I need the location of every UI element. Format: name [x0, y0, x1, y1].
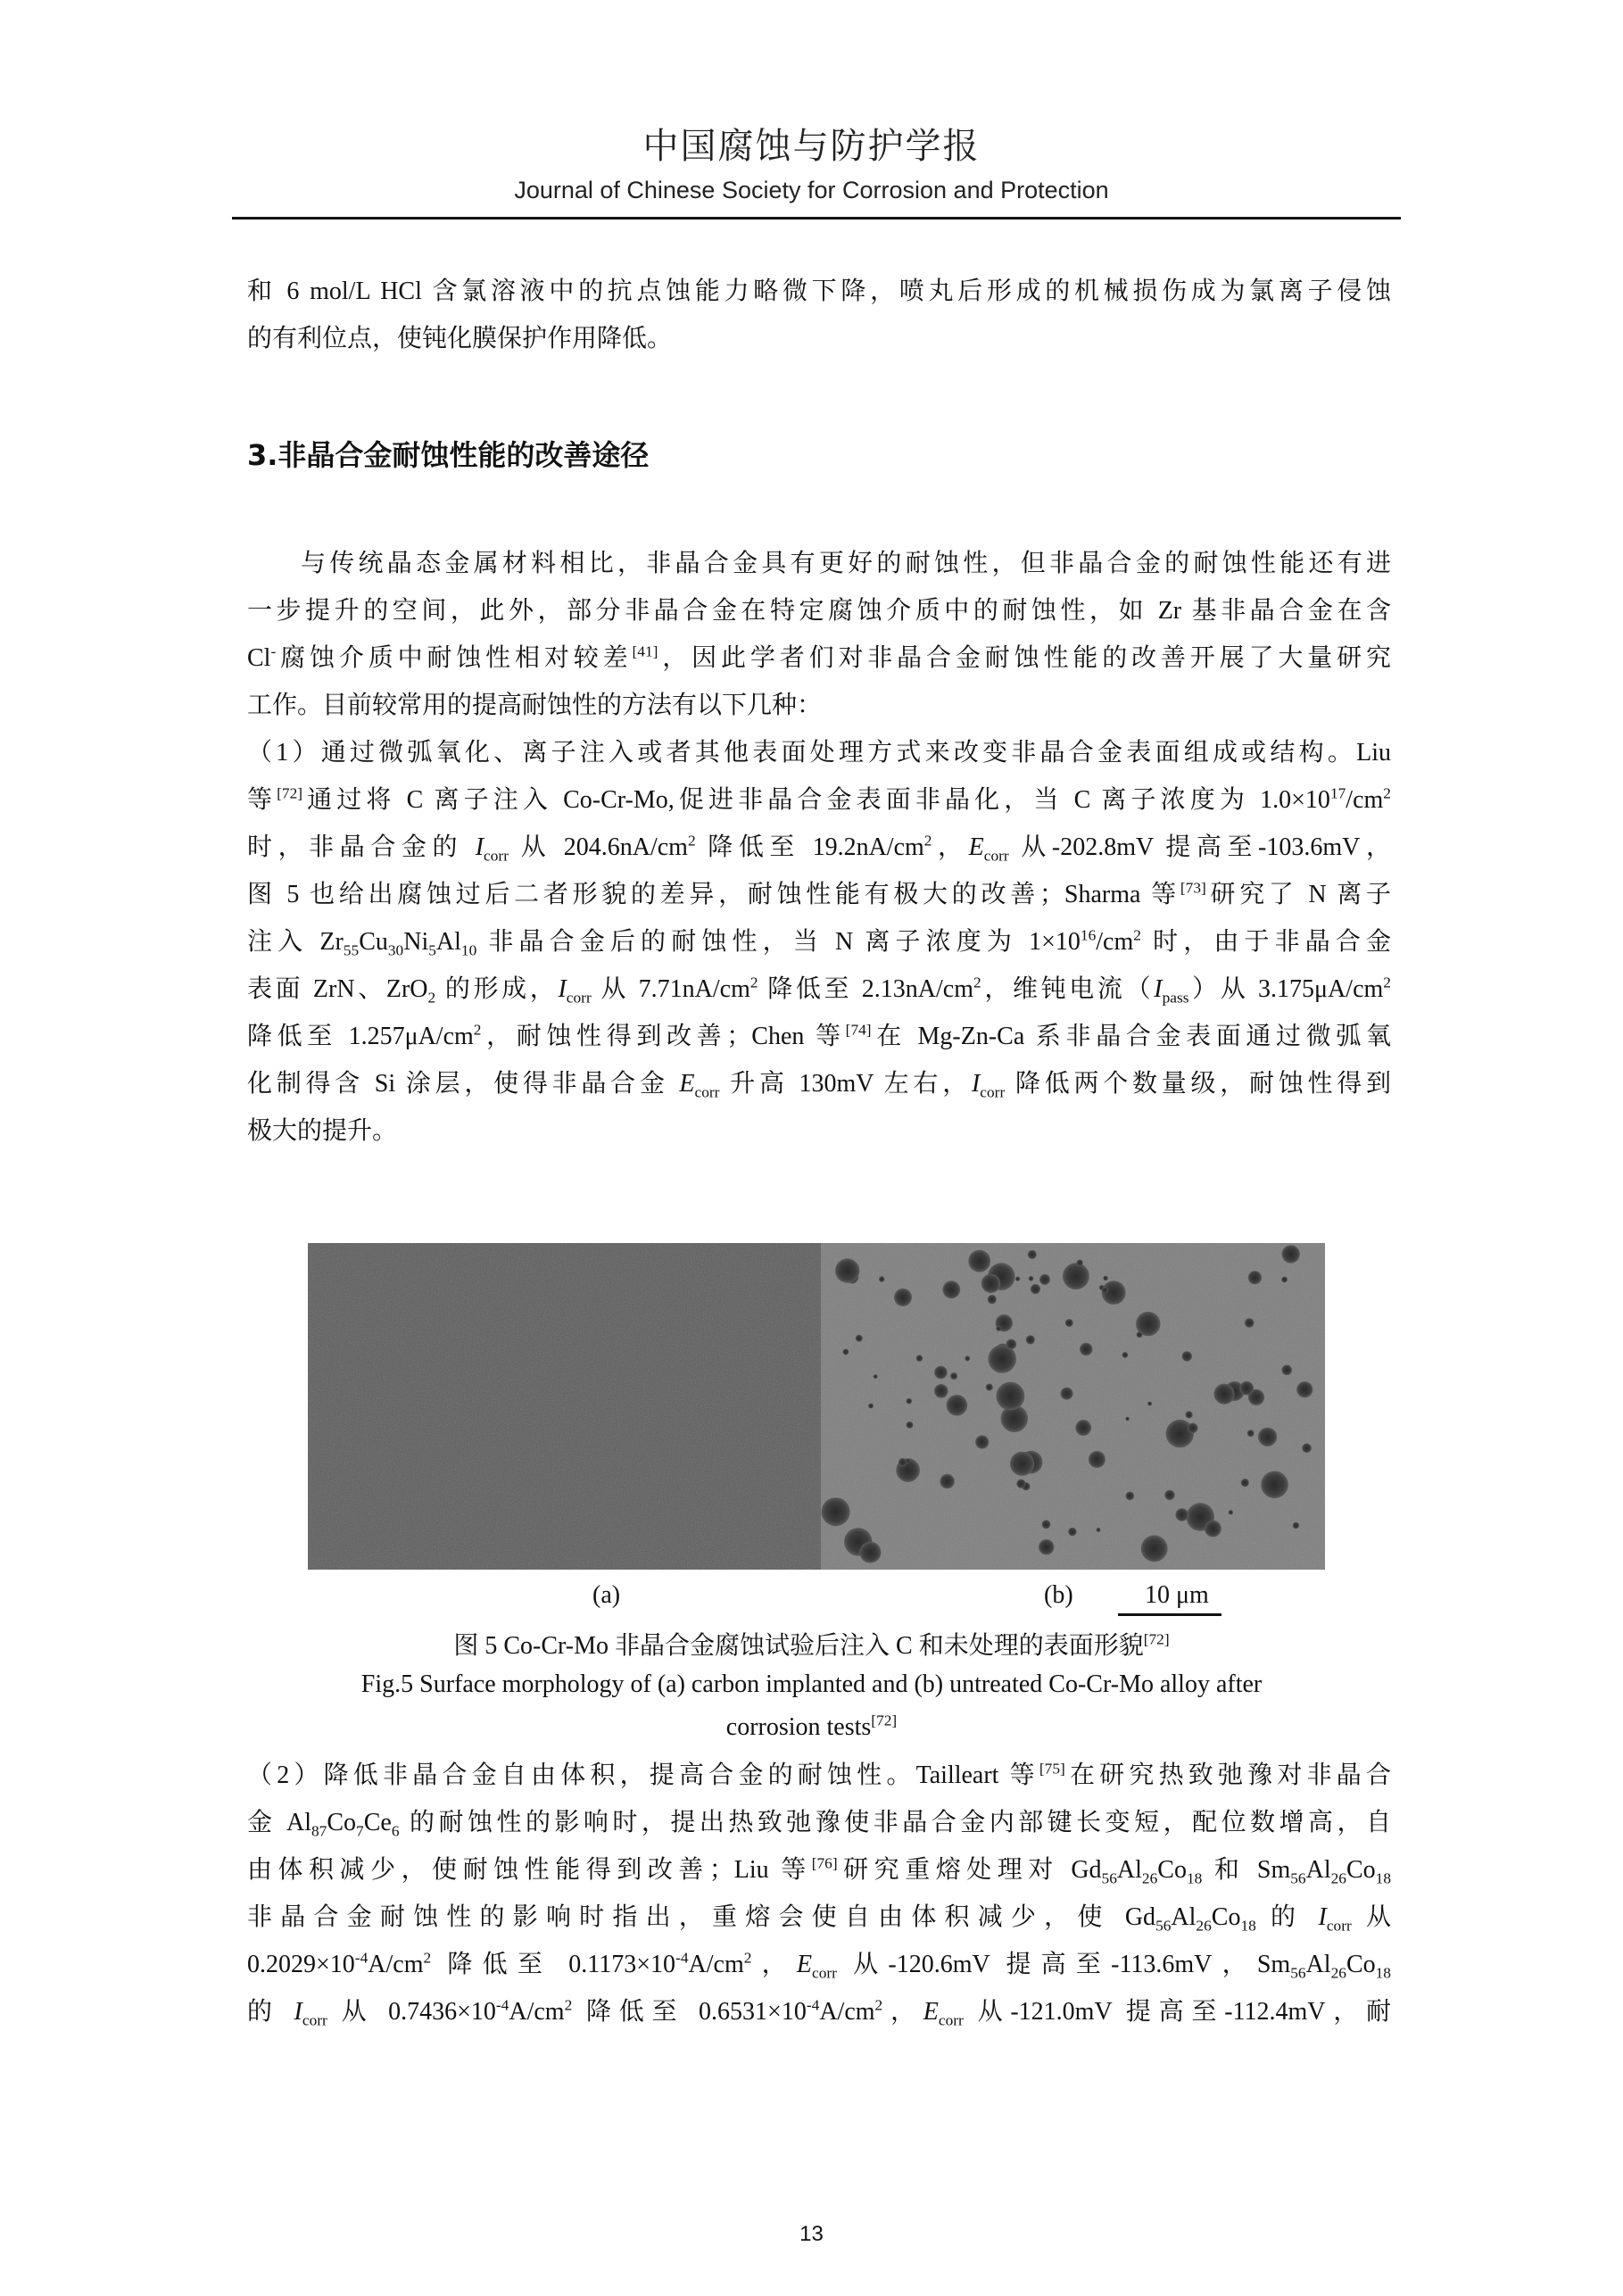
- corrosion-pit: [1010, 1452, 1034, 1476]
- corrosion-pit: [968, 1250, 990, 1272]
- corrosion-pit: [1039, 1274, 1050, 1285]
- corrosion-pit: [1031, 1284, 1040, 1294]
- corrosion-pit: [898, 1458, 907, 1467]
- panel-a: [308, 1243, 821, 1570]
- text-line: 和 6 mol/L HCl 含氯溶液中的抗点蚀能力略微下降，喷丸后形成的机械损伤成为氯离子侵蚀: [247, 278, 1391, 305]
- corrosion-pit: [1077, 1260, 1083, 1266]
- text-line: （2）降低非晶合金自由体积，提高合金的耐蚀性。Tailleart 等[75]在研究热致弛豫对非晶合: [247, 1760, 1391, 1789]
- corrosion-pit: [879, 1276, 884, 1281]
- text-line: 时，非晶合金的 $I_{corr}$ 从 $204.6nA/cm^2$ 降低至 $19.2nA/cm^2$，$E_{corr}$ 从-202.8mV 提高至-103.6mV，: [247, 832, 1391, 865]
- text-line: 工作。目前较常用的提高耐蚀性的方法有以下几种：: [247, 692, 823, 719]
- intro-paragraph: [247, 540, 1391, 729]
- item1-paragraph: [247, 729, 1391, 1155]
- corrosion-pit: [1103, 1276, 1107, 1281]
- corrosion-pit: [1245, 1318, 1255, 1328]
- corrosion-pit: [1141, 1536, 1168, 1562]
- text-line: （1）通过微弧氧化、离子注入或者其他表面处理方式来改变非晶合金表面组成或结构。Liu: [247, 739, 1391, 767]
- text-line: 图 5 也给出腐蚀过后二者形貌的差异，耐蚀性能有极大的改善；Sharma 等[73]研究了 N 离子: [247, 879, 1391, 908]
- corrosion-pit: [947, 1395, 968, 1416]
- corrosion-pit: [1126, 1492, 1135, 1501]
- text-line: $0.2029\times 10^{-4}A/cm^2$ 降低至 $0.1173\times 10^{-4}A/cm^2$，$E_{corr}$ 从-120.6mV 提高至-113.6mV，$Sm_{56}Al_{26}Co_{18}$: [247, 1949, 1391, 1982]
- journal-title-en: Journal of Chinese Society for Corrosion and Protection: [514, 177, 1109, 203]
- journal-title-cn: 中国腐蚀与防护学报: [642, 126, 981, 167]
- corrosion-pit: [859, 1542, 881, 1563]
- corrosion-pit: [856, 1335, 863, 1342]
- corrosion-pit: [1182, 1351, 1192, 1361]
- corrosion-pit: [1281, 1365, 1292, 1376]
- corrosion-pit: [1296, 1381, 1312, 1397]
- corrosion-pit: [1282, 1245, 1300, 1263]
- text-line: 一步提升的空间，此外，部分非晶合金在特定腐蚀介质中的耐蚀性，如 Zr 基非晶合金在含: [247, 597, 1391, 625]
- figure-caption-cn: 图 5 Co-Cr-Mo 非晶合金腐蚀试验后注入 C 和未处理的表面形貌[72]: [453, 1630, 1170, 1660]
- corrosion-pit: [1147, 1402, 1152, 1406]
- corrosion-pit: [1006, 1339, 1017, 1350]
- corrosion-pit: [907, 1398, 912, 1404]
- text-line: 由体积减少，使耐蚀性能得到改善；Liu 等[76]研究重熔处理对 $Gd_{56}Al_{26}Co_{18}$ 和 $Sm_{56}Al_{26}Co_{18}$: [247, 1854, 1391, 1887]
- corrosion-pit: [1302, 1444, 1312, 1454]
- corrosion-pit: [1186, 1411, 1193, 1418]
- corrosion-pit: [1258, 1428, 1277, 1446]
- header-rule: [232, 217, 1401, 220]
- corrosion-pit: [1029, 1276, 1034, 1281]
- text-line: 极大的提升。: [247, 1117, 398, 1145]
- corrosion-pit: [988, 1295, 997, 1304]
- corrosion-pit: [1261, 1471, 1288, 1499]
- text-line: 金 $Al_{87}Co_7Ce_6$ 的耐蚀性的影响时，提出热致弛豫使非晶合金内部键长变短，配位数增高，自: [247, 1809, 1391, 1840]
- corrosion-pit: [1015, 1277, 1020, 1281]
- text-line: 表面 ZrN、ZrO$_2$ 的形成，$I_{corr}$ 从 $7.71nA/cm^2$ 降低至 $2.13nA/cm^2$，维钝电流$(I_{pass})$从 $3.175\mu A/cm^2$: [247, 974, 1391, 1007]
- corrosion-pit: [1164, 1490, 1174, 1500]
- corrosion-pit: [942, 1281, 960, 1298]
- corrosion-pit: [1125, 1417, 1129, 1421]
- corrosion-pit: [1028, 1250, 1037, 1259]
- corrosion-pit: [1068, 1528, 1076, 1536]
- top-paragraph: [247, 268, 1391, 362]
- corrosion-pit: [843, 1349, 849, 1355]
- corrosion-pit: [1214, 1384, 1235, 1405]
- corrosion-pit: [1016, 1480, 1025, 1488]
- corrosion-pit: [997, 1382, 1025, 1411]
- text-line: 的 $I_{corr}$ 从 $0.7436\times 10^{-4}A/cm^2$ 降低至 $0.6531\times 10^{-4}A/cm^2$，$E_{corr}$ 从-121.0mV 提高至-112.4mV，耐: [247, 1996, 1392, 2029]
- scale-bar: [1118, 1613, 1221, 1616]
- corrosion-pit: [1122, 1352, 1129, 1358]
- section-heading: 3.非晶合金耐蚀性能的改善途径: [247, 438, 650, 472]
- figure-5-micrographs: [308, 1243, 1325, 1570]
- corrosion-pit: [1026, 1335, 1035, 1344]
- corrosion-pit: [874, 1374, 878, 1379]
- corrosion-pit: [1075, 1420, 1091, 1436]
- corrosion-pit: [1229, 1510, 1233, 1514]
- corrosion-pit: [1188, 1423, 1197, 1433]
- figure-caption-en: Fig.5 Surface morphology of (a) carbon implanted and (b) untreated Co-Cr-Mo alloy after: [360, 1670, 1263, 1698]
- corrosion-pit: [1061, 1388, 1073, 1400]
- corrosion-pit: [1063, 1263, 1089, 1289]
- corrosion-pit: [934, 1366, 948, 1380]
- corrosion-pit: [1136, 1312, 1160, 1336]
- corrosion-pit: [907, 1422, 914, 1429]
- corrosion-pit: [1239, 1381, 1254, 1396]
- corrosion-pit: [822, 1497, 850, 1526]
- corrosion-pit: [1065, 1319, 1073, 1327]
- figure-label-b: (b): [1044, 1581, 1073, 1609]
- corrosion-pit: [1205, 1521, 1221, 1538]
- corrosion-pit: [1080, 1343, 1092, 1355]
- text-line: 等[72]通过将 C 离子注入 Co-Cr-Mo,促进非晶合金表面非晶化，当 C 离子浓度为 $1.0\times 10^{17}/cm^2$: [247, 784, 1391, 814]
- corrosion-pit: [835, 1258, 859, 1282]
- text-line: 非晶合金耐蚀性的影响时指出，重熔会使自由体积减少，使 $Gd_{56}Al_{26}Co_{18}$ 的 $I_{corr}$ 从: [247, 1903, 1391, 1935]
- corrosion-pit: [996, 1326, 1001, 1331]
- corrosion-pit: [934, 1384, 948, 1398]
- corrosion-pit: [868, 1404, 874, 1409]
- item2-paragraph: [247, 1752, 1391, 2035]
- corrosion-pit: [1248, 1271, 1262, 1284]
- scale-bar-label: 10 μm: [1145, 1581, 1209, 1609]
- corrosion-pit: [1089, 1451, 1105, 1468]
- text-line: 降低至 $1.257\mu A/cm^2$，耐蚀性得到改善；Chen 等[74]在 Mg-Zn-Ca 系非晶合金表面通过微弧氧: [247, 1021, 1391, 1050]
- corrosion-pit: [1241, 1479, 1249, 1487]
- sem-image: [308, 1243, 1325, 1570]
- corrosion-pit: [965, 1356, 970, 1362]
- corrosion-pit: [1097, 1528, 1101, 1532]
- text-line: 与传统晶态金属材料相比，非晶合金具有更好的耐蚀性，但非晶合金的耐蚀性能还有进: [301, 550, 1391, 577]
- page-number: 13: [799, 2222, 824, 2246]
- text-line: 化制得含 Si 涂层，使得非晶合金 $E_{corr}$ 升高 130mV 左右，$I_{corr}$ 降低两个数量级，耐蚀性得到: [247, 1070, 1391, 1101]
- figure-label-a: (a): [592, 1581, 621, 1609]
- corrosion-pit: [1293, 1522, 1299, 1529]
- corrosion-pit: [1281, 1277, 1288, 1283]
- corrosion-pit: [986, 1384, 993, 1391]
- corrosion-pit: [1042, 1520, 1051, 1529]
- corrosion-pit: [894, 1289, 912, 1306]
- corrosion-pit: [916, 1355, 923, 1361]
- figure-caption-en-2: corrosion tests[72]: [725, 1712, 898, 1741]
- corrosion-pit: [975, 1435, 989, 1448]
- corrosion-pit: [981, 1274, 1000, 1293]
- corrosion-pit: [940, 1474, 954, 1488]
- text-line: Cl-腐蚀介质中耐蚀性相对较差[41]，因此学者们对非晶合金耐蚀性能的改善开展了大量研究: [247, 642, 1391, 672]
- text-line: 注入 $Zr_{55}Cu_{30}Ni_5Al_{10}$ 非晶合金后的耐蚀性，当 N 离子浓度为 $1\times 10^{16}/cm^2$ 时，由于非晶合金: [247, 926, 1391, 959]
- corrosion-pit: [1247, 1430, 1255, 1437]
- text-line: 的有利位点，使钝化膜保护作用降低。: [247, 325, 673, 352]
- corrosion-pit: [1039, 1539, 1054, 1554]
- corrosion-pit: [1175, 1508, 1188, 1521]
- corrosion-pit: [1166, 1420, 1194, 1447]
- corrosion-pit: [1102, 1287, 1108, 1293]
- corrosion-pit: [950, 1372, 957, 1380]
